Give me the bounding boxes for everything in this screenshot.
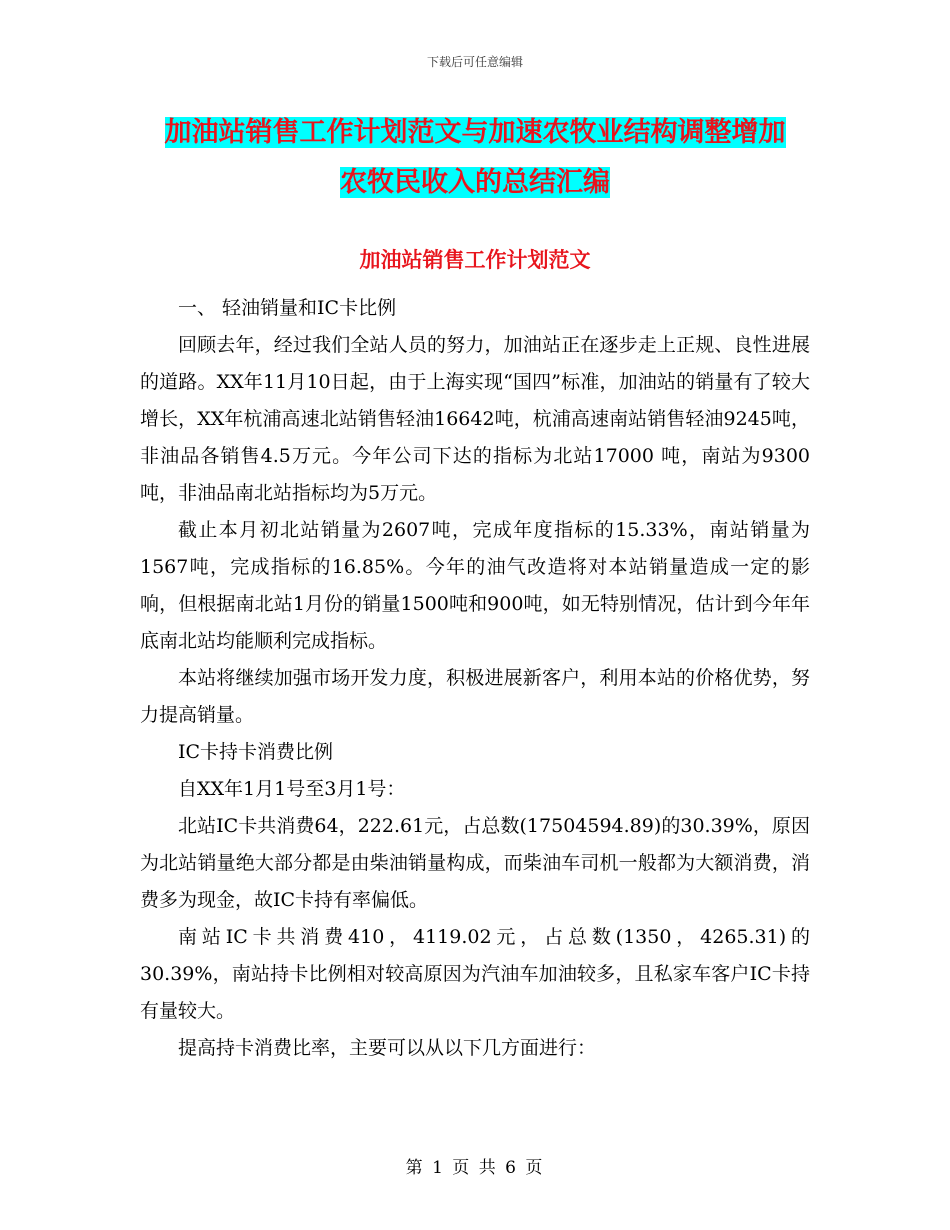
paragraph: IC卡持卡消费比例 [178, 741, 334, 763]
paragraph-heading-1: 一、 轻油销量和IC卡比例 [178, 297, 397, 319]
paragraph: 回顾去年，经过我们全站人员的努力，加油站正在逐步走上正规、良性进展的道路。XX年11月10日起，由于上海实现“国四”标准，加油站的销量有了较大增长，XX年杭浦高速北站销售轻油16642吨，杭浦高速南站销售轻油9245吨，非油品各销售4.5万元。今年公司下达的指标为北站17000 吨，南站为9300吨，非油品南北站指标均为5万元。 [140, 334, 810, 504]
paragraph: 本站将继续加强市场开发力度，积极进展新客户，利用本站的价格优势，努力提高销量。 [140, 667, 810, 726]
paragraph: 自XX年1月1号至3月1号： [178, 778, 406, 800]
title-line-2: 农牧民收入的总结汇编 [340, 167, 610, 198]
page-header-note: 下载后可任意编辑 [426, 55, 523, 69]
title-line-1: 加油站销售工作计划范文与加速农牧业结构调整增加 [164, 117, 786, 148]
paragraph: 提高持卡消费比率，主要可以从以下几方面进行： [178, 1037, 597, 1059]
section-title: 加油站销售工作计划范文 [359, 248, 591, 272]
paragraph: 北站IC卡共消费64，222.61元，占总数(17504594.89)的30.39%，原因为北站销量绝大部分都是由柴油销量构成，而柴油车司机一般都为大额消费，消费多为现金，故IC卡持有率偏低。 [140, 815, 810, 911]
document-title [140, 108, 810, 208]
paragraph: 南站IC卡共消费410，4119.02元，占总数(1350，4265.31)的30.39%，南站持卡比例相对较高原因为汽油车加油较多，且私家车客户IC卡持有量较大。 [140, 926, 810, 1022]
paragraph: 截止本月初北站销量为2607吨，完成年度指标的15.33%，南站销量为1567吨，完成指标的16.85%。今年的油气改造将对本站销量造成一定的影响，但根据南北站1月份的销量1500吨和900吨，如无特别情况，估计到今年年底南北站均能顺利完成指标。 [140, 519, 810, 652]
page-footer: 第 1 页 共 6 页 [405, 1158, 545, 1178]
body-text [140, 290, 810, 1067]
